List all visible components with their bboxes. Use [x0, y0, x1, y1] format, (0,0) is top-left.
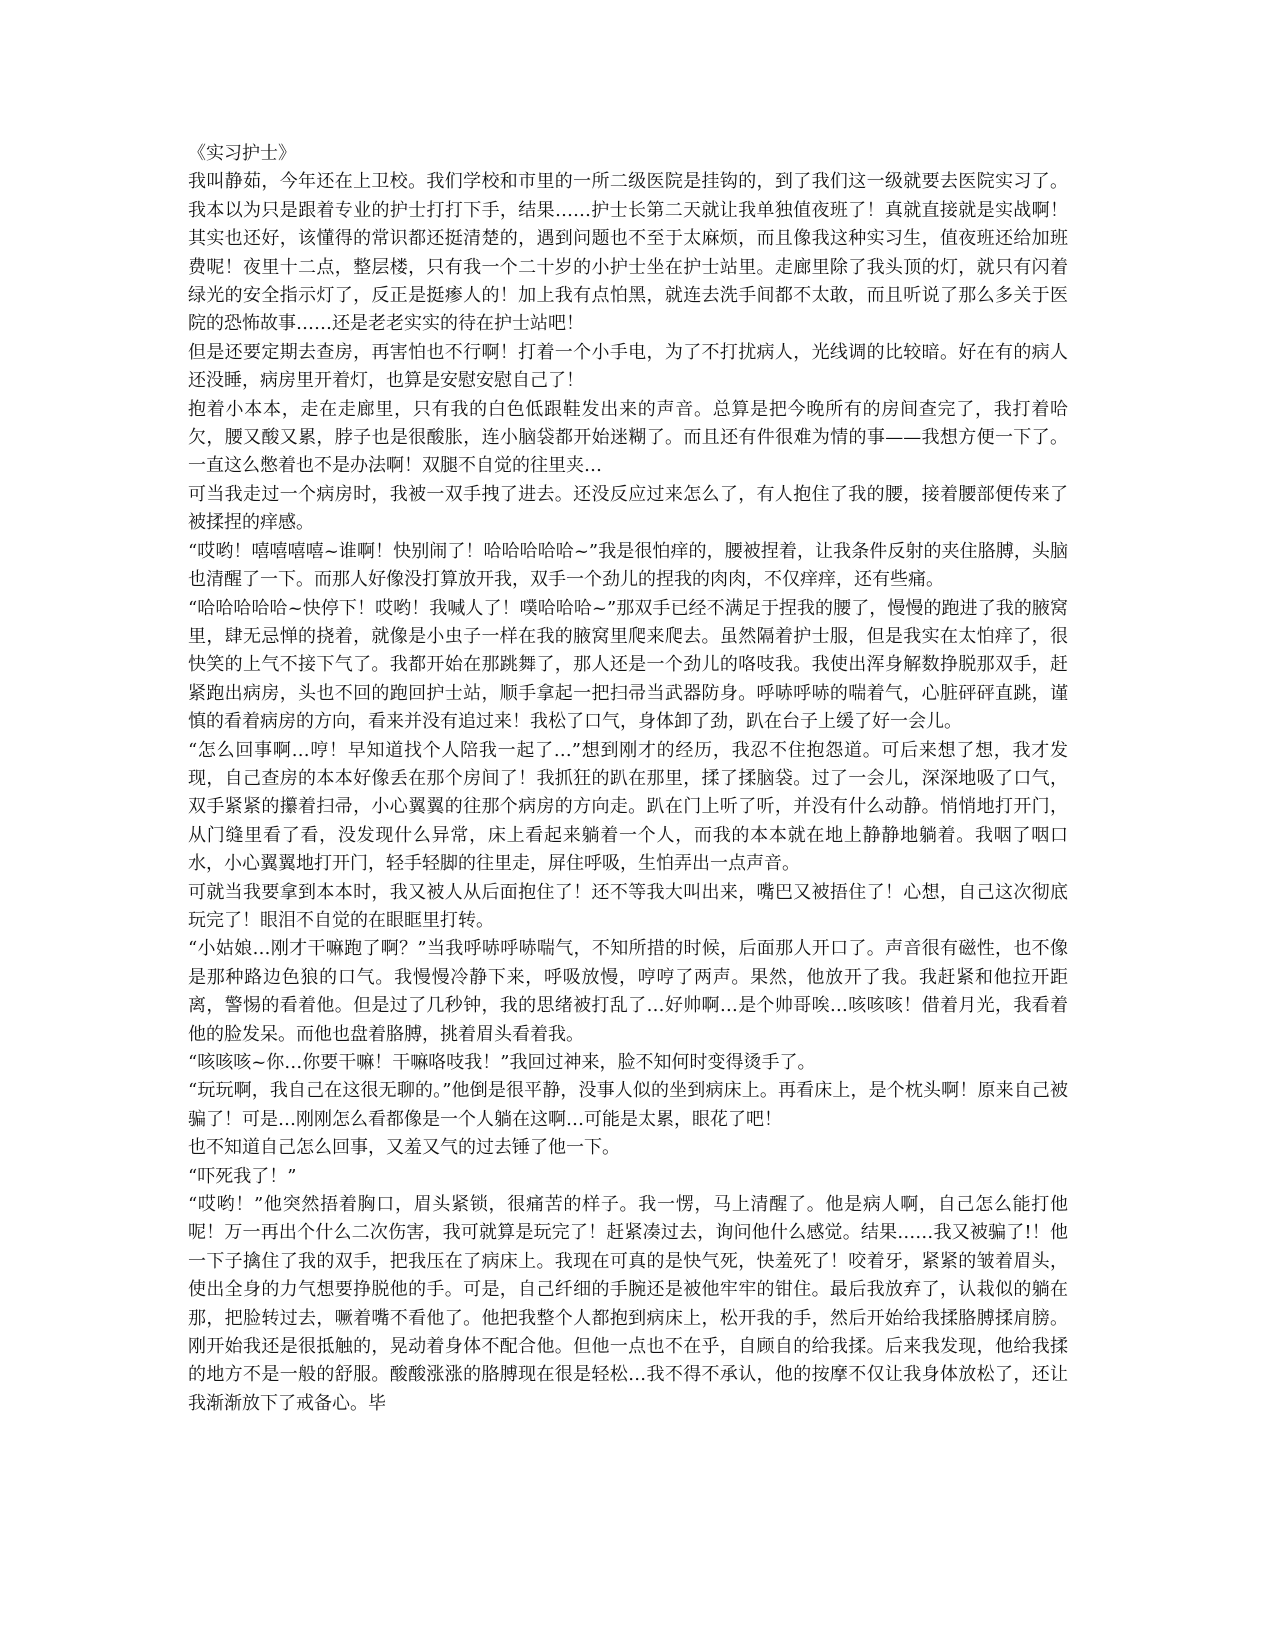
paragraph: 可就当我要拿到本本时，我又被人从后面抱住了！还不等我大叫出来，嘴巴又被捂住了！心想，自己这次彻底玩完了！眼泪不自觉的在眼眶里打转。	[188, 881, 1068, 931]
paragraph: 也不知道自己怎么回事，又羞又气的过去锤了他一下。	[188, 1137, 620, 1159]
paragraph: 可当我走过一个病房时，我被一双手拽了进去。还没反应过来怎么了，有人抱住了我的腰，接着腰部便传来了被揉捏的痒感。	[188, 483, 1068, 534]
paragraph: “玩玩啊，我自己在这很无聊的。”他倒是很平静，没事人似的坐到病床上。再看床上，是个枕头啊！原来自己被骗了！可是…刚刚怎么看都像是一个人躺在这啊…可能是太累，眼花了吧！	[188, 1080, 1068, 1130]
document-page	[188, 140, 1068, 1418]
paragraph: “吓死我了！”	[188, 1165, 297, 1187]
paragraph: “哎哟！”他突然捂着胸口，眉头紧锁，很痛苦的样子。我一愣，马上清醒了。他是病人啊，自己怎么能打他呢！万一再出个什么二次伤害，我可就算是玩完了！赶紧凑过去，询问他什么感觉。结果……我又被骗了!！他一下子擒住了我的双手，把我压在了病床上。我现在可真的是快气死，快羞死了！咬着牙，紧紧的皱着眉头，使出全身的力气想要挣脱他的手。可是，自己纤细的手腕还是被他牢牢的钳住。最后我放弃了，认栽似的躺在那，把脸转过去，噘着嘴不看他了。他把我整个人都抱到病床上，松开我的手，然后开始给我揉胳膊揉肩膀。刚开始我还是很抵触的，晃动着身体不配合他。但他一点也不在乎，自顾自的给我揉。后来我发现，他给我揉的地方不是一般的舒服。酸酸涨涨的胳膊现在很是轻松…我不得不承认，他的按摩不仅让我身体放松了，还让我渐渐放下了戒备心。毕	[188, 1194, 1068, 1414]
paragraph: 我叫静茹，今年还在上卫校。我们学校和市里的一所二级医院是挂钩的，到了我们这一级就要去医院实习了。我本以为只是跟着专业的护士打打下手，结果……护士长第二天就让我单独值夜班了！真就直接就是实战啊！其实也还好，该懂得的常识都还挺清楚的，遇到问题也不至于太麻烦，而且像我这种实习生，值夜班还给加班费呢！夜里十二点，整层楼，只有我一个二十岁的小护士坐在护士站里。走廊里除了我头顶的灯，就只有闪着绿光的安全指示灯了，反正是挺瘆人的！加上我有点怕黑，就连去洗手间都不太敢，而且听说了那么多关于医院的恐怖故事……还是老老实实的待在护士站吧！	[188, 171, 1068, 335]
paragraph: “哈哈哈哈哈~快停下！哎哟！我喊人了！噗哈哈哈~”那双手已经不满足于捏我的腰了，慢慢的跑进了我的腋窝里，肆无忌惮的挠着，就像是小虫子一样在我的腋窝里爬来爬去。虽然隔着护士服，但是我实在太怕痒了，很快笑的上气不接下气了。我都开始在那跳舞了，那人还是一个劲儿的咯吱我。我使出浑身解数挣脱那双手，赶紧跑出病房，头也不回的跑回护士站，顺手拿起一把扫帚当武器防身。呼哧呼哧的喘着气，心脏砰砰直跳，谨慎的看着病房的方向，看来并没有追过来！我松了口气，身体卸了劲，趴在台子上缓了好一会儿。	[188, 597, 1068, 733]
paragraph: 但是还要定期去查房，再害怕也不行啊！打着一个小手电，为了不打扰病人，光线调的比较暗。好在有的病人还没睡，病房里开着灯，也算是安慰安慰自己了！	[188, 341, 1068, 392]
paragraph: “咳咳咳~你…你要干嘛！干嘛咯吱我！”我回过神来，脸不知何时变得烫手了。	[188, 1052, 816, 1073]
paragraph: “怎么回事啊…哼！早知道找个人陪我一起了…”想到刚才的经历，我忍不住抱怨道。可后来想了想，我才发现，自己查房的本本好像丢在那个房间了！我抓狂的趴在那里，揉了揉脑袋。过了一会儿，深深地吸了口气，双手紧紧的攥着扫帚，小心翼翼的往那个病房的方向走。趴在门上听了听，并没有什么动静。悄悄地打开门，从门缝里看了看，没发现什么异常，床上看起来躺着一个人，而我的本本就在地上静静地躺着。我咽了咽口水，小心翼翼地打开门，轻手轻脚的往里走，屏住呼吸，生怕弄出一点声音。	[188, 739, 1068, 875]
paragraph: “小姑娘…刚才干嘛跑了啊？”当我呼哧呼哧喘气，不知所措的时候，后面那人开口了。声音很有磁性，也不像是那种路边色狼的口气。我慢慢冷静下来，呼吸放慢，哼哼了两声。果然，他放开了我。我赶紧和他拉开距离，警惕的看着他。但是过了几秒钟，我的思绪被打乱了…好帅啊…是个帅哥唉…咳咳咳！借着月光，我看着他的脸发呆。而他也盘着胳膊，挑着眉头看着我。	[188, 938, 1068, 1045]
document-title: 《实习护士》	[188, 143, 296, 164]
paragraph: 抱着小本本，走在走廊里，只有我的白色低跟鞋发出来的声音。总算是把今晚所有的房间查完了，我打着哈欠，腰又酸又累，脖子也是很酸胀，连小脑袋都开始迷糊了。而且还有件很难为情的事——我想方便一下了。一直这么憋着也不是办法啊！双腿不自觉的往里夹…	[188, 398, 1068, 477]
paragraph: “哎哟！嘻嘻嘻嘻~谁啊！快别闹了！哈哈哈哈哈~”我是很怕痒的，腰被捏着，让我条件反射的夹住胳膊，头脑也清醒了一下。而那人好像没打算放开我，双手一个劲儿的捏我的肉肉，不仅痒痒，还有些痛。	[188, 540, 1068, 591]
